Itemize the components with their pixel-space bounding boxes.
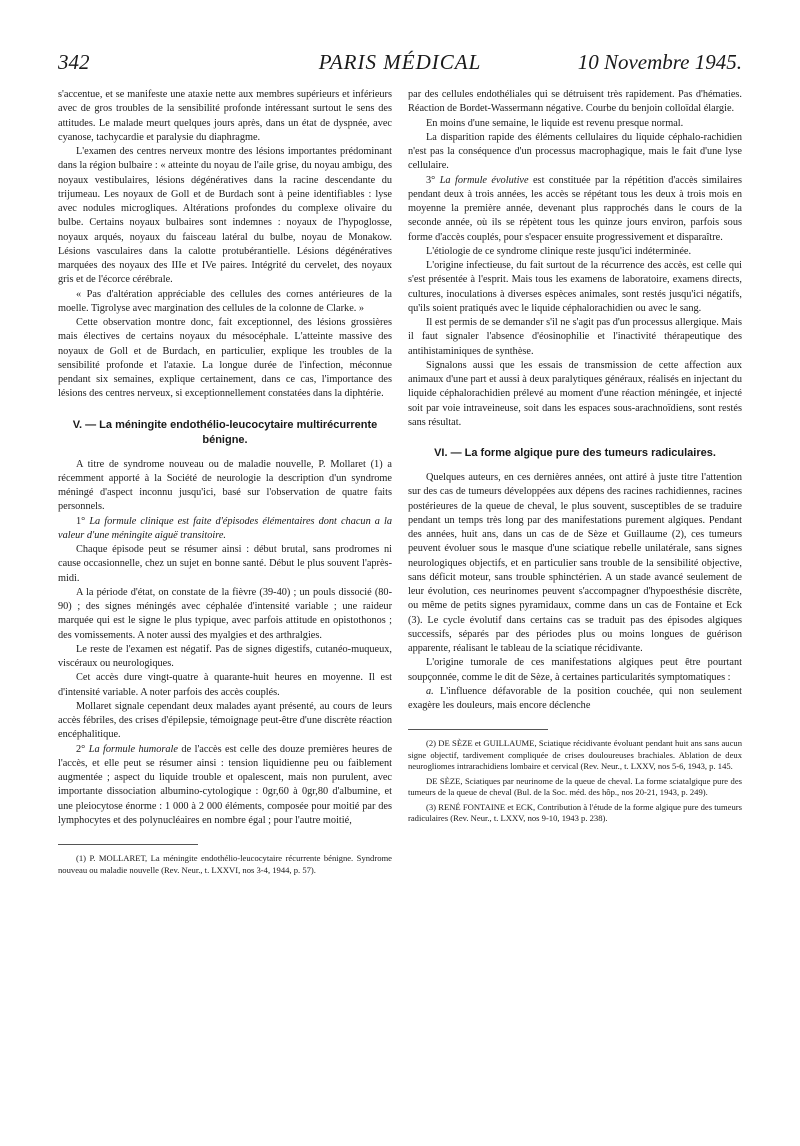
paragraph <box>58 743 392 829</box>
running-header <box>58 50 742 84</box>
paragraph <box>408 685 742 714</box>
item-heading: La formule clinique est faite d'épisodes élémentaires dont chacun a la valeur d'une méningite aiguë transitoire. <box>58 515 392 541</box>
paragraph: A la période d'état, on constate de la fièvre (39-40) ; un pouls dissocié (80-90) ; des signes méningés avec céphalée d'intensité variable ; une raideur marquée qui est le signe le plus typique, avec parfois attitude en opistothonos ; des vomissements. A noter aussi des myalgies et des arthralgies. <box>58 586 392 641</box>
right-column <box>408 88 742 825</box>
paragraph <box>408 174 742 245</box>
item-heading: La formule évolutive <box>439 174 529 186</box>
footnote: DE SÈZE, Sciatiques par neurinome de la queue de cheval. La forme sciatalgique pure des tumeurs de la queue de cheval (Bul. de la Soc. méd. des hôp., nos 20-21, 1943, p. 249). <box>408 775 742 798</box>
journal-title: PARIS MÉDICAL <box>318 50 482 74</box>
item-text: est constituée par la répétition d'accès similaires pendant deux à trois années, les accès se répétant tous les deux à trois mois en moyenne la première année, devenant plus rapprochés dans le cours de la seconde année, où ils se répètent tous les quinze jours environ, parfois sous forme d'accès couplés, pour s'espacer ensuite progressivement et disparaître. <box>408 174 742 243</box>
footnote: (3) RENÉ FONTAINE et ECK, Contribution à l'étude de la forme algique pure des tumeurs radiculaires (Rev. Neur., t. LXXV, nos 9-10, 1943 p. 238). <box>408 801 742 824</box>
issue-date: 10 Novembre 1945. <box>577 50 742 74</box>
paragraph: Signalons aussi que les essais de transmission de cette affection aux animaux d'une part et aussi à deux paralytiques généraux, réalisés en injectant du liquide céphalorachidien prélevé au moment d'une réaction méningée, et injecté soit par voie intraveineuse, soit dans les espaces sous-arachnoïdiens, sont restés sans résultat. <box>408 359 742 428</box>
paragraph: L'étiologie de ce syndrome clinique reste jusqu'ici indéterminée. <box>426 245 692 257</box>
section-heading-v: V. — La méningite endothélio-leucocytaire multirécurrente bénigne. <box>72 418 378 446</box>
paragraph: par des cellules endothéliales qui se détruisent très rapidement. Pas d'hématies. Réaction de Bordet-Wassermann négative. Courbe du benjoin colloïdal élargie. <box>408 89 742 115</box>
left-column <box>58 88 392 876</box>
paragraph: Mollaret signale cependant deux malades ayant présenté, au cours de leurs accès fébriles, des crises d'épilepsie, témoignage peut-être d'une discrète réaction encéphalitique. <box>58 700 392 741</box>
paragraph: Il est permis de se demander s'il ne s'agit pas d'un processus allergique. Mais il faut signaler l'absence d'éosinophilie et l'inactivité thérapeutique des antihistaminiques de synthèse. <box>408 317 742 357</box>
footnote: (1) P. MOLLARET, La méningite endothélio-leucocytaire récurrente bénigne. Syndrome nouveau ou maladie nouvelle (Rev. Neur., t. LXXVI, nos 3-4, 1944, p. 57). <box>58 853 392 875</box>
footnote-rule <box>408 729 548 730</box>
paragraph: L'origine infectieuse, du fait surtout de la récurrence des accès, est celle qui s'est présentée à l'esprit. Mais tous les examens de laboratoire, examens directs, cultures, inoculations à diverses espèces animales, sont restés jusqu'ici négatifs, qu'ils soient pratiqués avec le liquide céphalorachidien ou avec le sang. <box>408 260 742 314</box>
footnote-rule <box>58 844 198 845</box>
item-number: 3° <box>426 174 440 186</box>
item-number: 2° <box>76 743 89 755</box>
paragraph <box>58 515 392 544</box>
page-number: 342 <box>58 50 90 74</box>
item-text: de l'accès est celle des douze premières heures de l'accès, et elle peut se résumer ainsi : tension liquidienne peu ou faiblement augmentée ; aspect du liquide trouble et opalescent, mais non purulent, avec importante dissociation albumino-cytologique : 0gr,60 à 0gr,80 d'albumine, et une pleiocytose énorme : 1 000 à 2 000 éléments, composée pour moitié par des lymphocytes et des polynucléaires en nombre égal ; pour l'autre moitié, <box>58 743 393 826</box>
item-heading: La formule humorale <box>88 743 178 755</box>
paragraph: Cette observation montre donc, fait exceptionnel, des lésions grossières mais électives de certains noyaux du mésocéphale. L'atteinte massive des noyaux de Goll et de Burdach, en particulier, explique les troubles de la sensibilité profonde et l'ataxie. La longue durée de l'infection, méconnue pendant six semaines, explique certainement, dans ce cas, l'importance des lésions des centres nerveux, si exceptionnellement constatées dans la diphtérie. <box>58 317 392 400</box>
paragraph: La disparition rapide des éléments cellulaires du liquide céphalo-rachidien n'est pas la conséquence d'un processus macrophagique, mais le fait d'une lyse cellulaire. <box>408 131 742 172</box>
paragraph: L'origine tumorale de ces manifestations algiques peut être pourtant soupçonnée, comme le dit de Sèze, à certaines particularités symptomatiques : <box>408 657 742 683</box>
footnote: (2) DE SÈZE et GUILLAUME, Sciatique récidivante évoluant pendant huit ans sans aucun signe objectif, tardivement compliquée de crises douloureuses brachiales. Ablation de deux neurogliomes intrarachidiens lombaire et cervical (Rev. Neur., t. LXXV, nos 5-6, 1943, p. 145. <box>408 738 742 772</box>
paragraph: Chaque épisode peut se résumer ainsi : début brutal, sans prodromes ni cause occasionnelle, chez un sujet en bonne santé. Début le plus souvent l'après-midi. <box>58 544 392 584</box>
paragraph: Le reste de l'examen est négatif. Pas de signes digestifs, cutanéo-muqueux, viscéraux ou neurologiques. <box>58 643 392 669</box>
section-heading-vi: VI. — La forme algique pure des tumeurs radiculaires. <box>434 447 716 459</box>
item-number: 1° <box>76 515 90 527</box>
item-text: L'influence défavorable de la position couchée, qui non seulement exagère les douleurs, mais encore déclenche <box>408 685 743 711</box>
paragraph: « Pas d'altération appréciable des cellules des cornes antérieures de la moelle. Tigrolyse avec margination des cellules de la colonne de Clarke. » <box>58 288 392 314</box>
paragraph: s'accentue, et se manifeste une ataxie nette aux membres supérieurs et inférieurs avec de gros troubles de la sensibilité profonde intéressant surtout le sens des attitudes. Le malade meurt quelques jours après, dans un état de dyspnée, avec cyanose, tachycardie et paralysie du diaphragme. <box>58 89 392 143</box>
paragraph: Cet accès dure vingt-quatre à quarante-huit heures en moyenne. Il est d'intensité variable. A noter parfois des accès couplés. <box>58 672 392 698</box>
paragraph: Quelques auteurs, en ces dernières années, ont attiré à juste titre l'attention sur des cas de tumeurs développées aux dépens des racines rachidiennes, racines postérieures de la queue de cheval, le plus souvent, susceptibles de se traduire pendant un temps très long par des manifestations purement algiques. Pendant des années, huit ans, dans un cas de de Sèze et Guillaume (2), ces tumeurs peuvent évoluer sous le masque d'une sciatique rebelle unilatérale, sans signes neurologiques objectifs, et en particulier sans trouble de la sensibilité objective, sans déficit moteur, sans trouble sphinctérien. A un stade avancé seulement de leur évolution, ces neurinomes peuvent s'accompagner d'hypoesthésie discrète, ou même de petits signes pyramidaux, comme dans un cas de Fontaine et Eck (3). Le cycle évolutif dans certains cas se traduit pas des épisodes algiques successifs, séparés par des périodes plus ou moins longues de guérison apparente, réalisant le tableau de la sciatique récidivante. <box>408 472 742 654</box>
item-letter: a. <box>426 685 440 697</box>
paragraph: L'examen des centres nerveux montre des lésions importantes prédominant dans la région bulbaire : « atteinte du noyau de l'aile grise, du noyau ambigu, des noyaux vestibulaires, lésions dégénératives dans la racine descendante du trijumeau. Les noyaux de Goll et de Burdach sont à peine identifiables : lyse avec nodules microgliques. Altérations profondes du complexe olivaire du bulbe. Certains noyaux bulbaires sont indemnes : noyaux de l'hypoglosse, noyaux arqués, noyaux du faisceau latéral du bulbe, noyau de Monakow. Lésions vasculaires dans la calotte protubérantielle. Lésions dégénératives marquées des noyaux des IIIe et IVe paires. Intégrité du cervelet, des noyaux gris et de l'écorce cérébrale. <box>58 146 392 286</box>
paragraph: En moins d'une semaine, le liquide est revenu presque normal. <box>426 117 684 129</box>
paragraph: A titre de syndrome nouveau ou de maladie nouvelle, P. Mollaret (1) a récemment apporté à la Société de neurologie la description d'un syndrome méningé d'aspect inconnu jusqu'ici, basé sur l'observation de quatre faits personnels. <box>58 458 392 513</box>
